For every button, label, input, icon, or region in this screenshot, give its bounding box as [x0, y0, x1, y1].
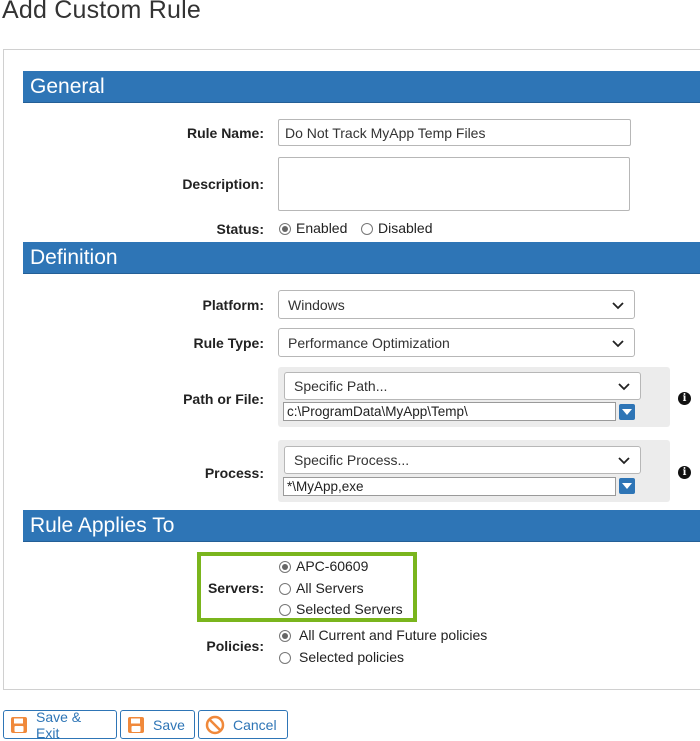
- process-input[interactable]: *\MyApp,exe: [283, 477, 616, 496]
- info-icon[interactable]: i: [678, 466, 691, 479]
- server-option-apc-60609[interactable]: APC-60609: [279, 558, 368, 574]
- rule-name-label: Rule Name:: [186, 125, 264, 141]
- radio-unchecked-icon[interactable]: [279, 604, 291, 616]
- chevron-down-icon: [617, 453, 631, 467]
- cancel-button[interactable]: Cancel: [198, 710, 288, 739]
- rule-name-input[interactable]: Do Not Track MyApp Temp Files: [278, 119, 631, 146]
- section-header-general: General: [23, 71, 700, 103]
- radio-checked-icon[interactable]: [279, 223, 291, 235]
- description-textarea[interactable]: [278, 157, 630, 211]
- page-title: Add Custom Rule: [2, 0, 201, 24]
- process-type-select[interactable]: Specific Process...: [284, 446, 641, 474]
- radio-unchecked-icon[interactable]: [279, 652, 291, 664]
- radio-unchecked-icon[interactable]: [279, 583, 291, 595]
- save-button[interactable]: Save: [120, 710, 195, 739]
- status-disabled-radio[interactable]: Disabled: [361, 220, 432, 236]
- policy-option-selected[interactable]: Selected policies: [279, 649, 404, 665]
- chevron-down-icon: [611, 336, 625, 350]
- policies-label: Policies:: [206, 638, 264, 654]
- radio-checked-icon[interactable]: [279, 561, 291, 573]
- prohibited-icon: [205, 715, 225, 735]
- status-label: Status:: [216, 221, 264, 237]
- path-or-file-label: Path or File:: [183, 391, 264, 407]
- chevron-down-icon: [611, 298, 625, 312]
- status-enabled-radio[interactable]: Enabled: [279, 220, 347, 236]
- caret-down-icon: [622, 483, 632, 490]
- info-icon[interactable]: i: [678, 392, 691, 405]
- rule-type-label: Rule Type:: [193, 335, 264, 351]
- server-option-all-servers[interactable]: All Servers: [279, 580, 364, 596]
- section-header-definition: Definition: [23, 242, 700, 274]
- caret-down-icon: [622, 409, 632, 416]
- section-header-rule-applies-to: Rule Applies To: [23, 510, 700, 542]
- floppy-disk-icon: [10, 716, 28, 734]
- radio-unchecked-icon[interactable]: [361, 223, 373, 235]
- description-label: Description:: [182, 176, 264, 192]
- servers-label: Servers:: [207, 580, 264, 596]
- rule-type-select[interactable]: Performance Optimization: [278, 328, 635, 357]
- path-dropdown-button[interactable]: [619, 404, 635, 420]
- path-type-select[interactable]: Specific Path...: [284, 372, 641, 400]
- chevron-down-icon: [617, 379, 631, 393]
- platform-select[interactable]: Windows: [278, 290, 635, 319]
- radio-checked-icon[interactable]: [279, 630, 291, 642]
- process-label: Process:: [204, 465, 264, 481]
- floppy-disk-icon: [127, 716, 145, 734]
- server-option-selected-servers[interactable]: Selected Servers: [279, 601, 403, 617]
- save-and-exit-button[interactable]: Save & Exit: [3, 710, 117, 739]
- platform-label: Platform:: [202, 297, 264, 313]
- process-dropdown-button[interactable]: [619, 478, 635, 494]
- path-input[interactable]: c:\ProgramData\MyApp\Temp\: [283, 402, 616, 421]
- policy-option-all-current-future[interactable]: All Current and Future policies: [279, 627, 487, 643]
